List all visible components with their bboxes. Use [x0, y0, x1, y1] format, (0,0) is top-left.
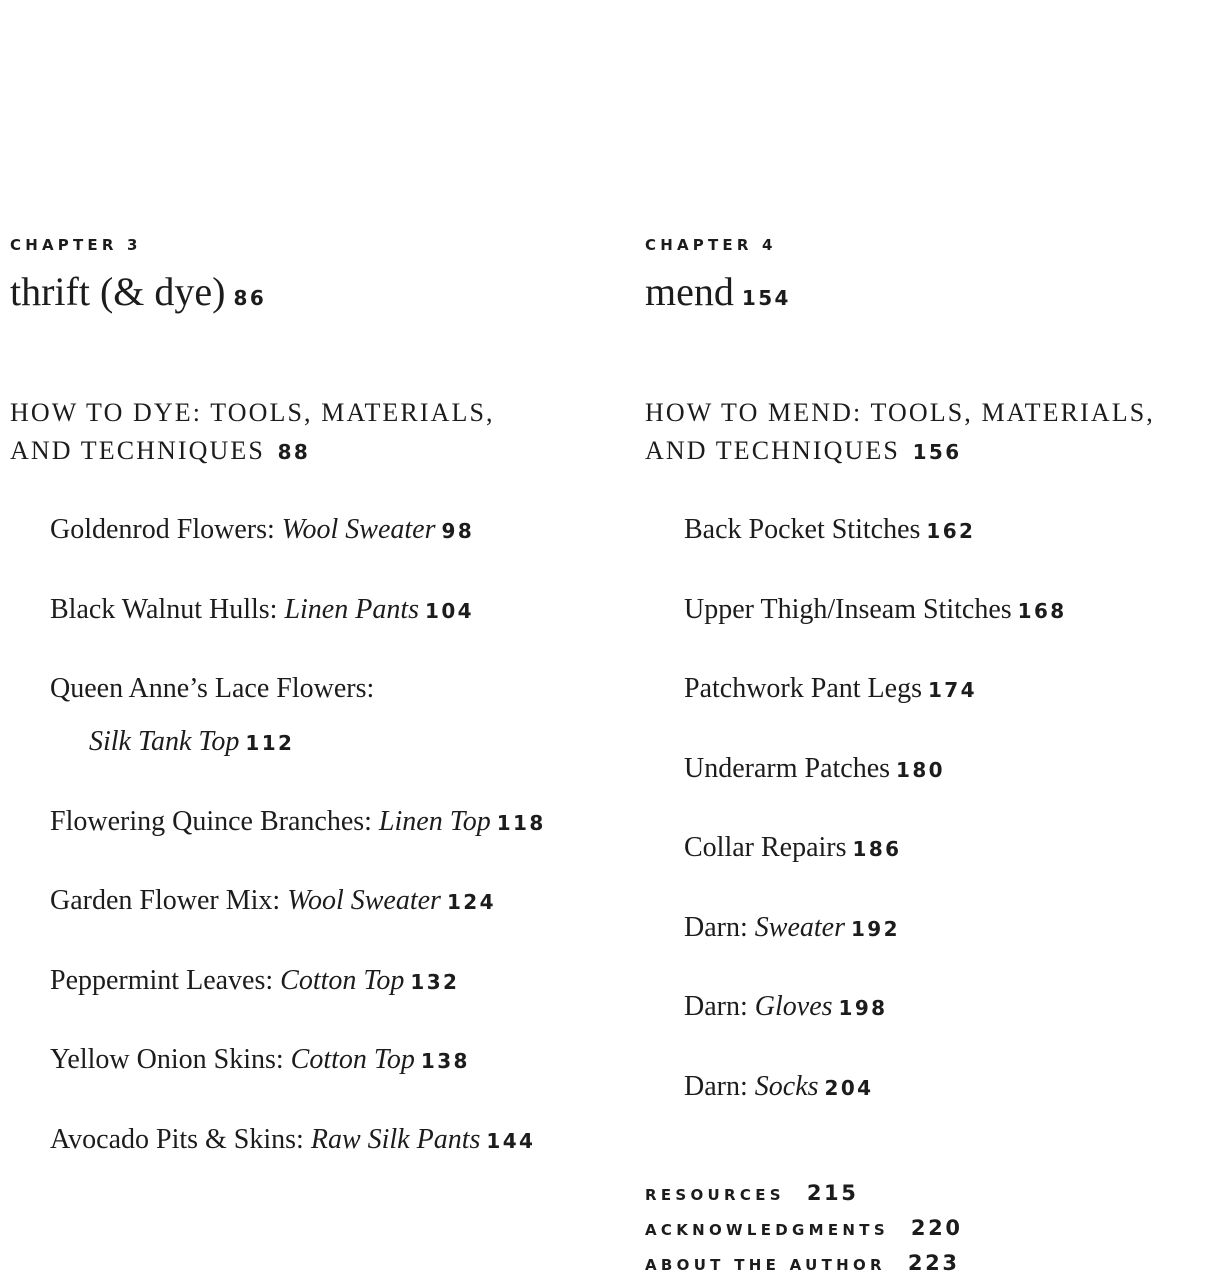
entry-text: Darn:	[684, 912, 755, 943]
toc-entry[interactable]	[684, 1069, 873, 1106]
backmatter-page: 215	[806, 1181, 859, 1205]
toc-entry[interactable]	[50, 963, 459, 1000]
toc-entry[interactable]	[50, 592, 474, 629]
entry-text: Darn:	[684, 991, 755, 1022]
toc-entry[interactable]	[50, 1042, 470, 1079]
entry-italic: Sweater	[754, 912, 845, 943]
entry-page: 98	[441, 519, 475, 543]
entry-text: Back Pocket Stitches	[684, 514, 921, 545]
entry-text: Goldenrod Flowers:	[50, 514, 282, 545]
toc-entry[interactable]	[50, 671, 374, 707]
entry-text: Garden Flower Mix:	[50, 885, 288, 916]
entry-italic: Linen Pants	[284, 594, 419, 625]
chapter-4-title-line	[645, 266, 791, 324]
backmatter-label: ACKNOWLEDGMENTS	[645, 1221, 889, 1239]
entry-text: Flowering Quince Branches:	[50, 806, 379, 837]
toc-entry[interactable]	[684, 910, 900, 947]
toc-entry[interactable]	[50, 512, 474, 549]
section-heading-text: AND TECHNIQUES	[645, 436, 900, 465]
chapter-4-title: mend	[645, 269, 734, 314]
entry-text: Underarm Patches	[684, 753, 891, 784]
chapter-4-section-heading	[645, 394, 1155, 471]
entry-italic: Raw Silk Pants	[310, 1124, 481, 1155]
toc-entry[interactable]	[50, 1122, 535, 1159]
entry-page: 198	[838, 996, 888, 1020]
entry-italic: Gloves	[754, 991, 833, 1022]
section-heading-line-1: HOW TO MEND: TOOLS, MATERIALS,	[645, 398, 1155, 427]
entry-page: 192	[850, 917, 900, 941]
entry-page: 118	[496, 811, 546, 835]
toc-entry[interactable]	[684, 751, 945, 788]
entry-text: Upper Thigh/Inseam Stitches	[684, 594, 1012, 625]
chapter-3-page: 86	[233, 286, 267, 310]
entry-italic: Socks	[754, 1071, 819, 1102]
entry-page: 104	[425, 599, 474, 623]
entry-page: 144	[486, 1129, 536, 1153]
section-heading-line-2	[645, 432, 1155, 471]
backmatter-label: RESOURCES	[645, 1186, 785, 1204]
backmatter-about-author[interactable]	[645, 1251, 960, 1275]
entry-text: Darn:	[684, 1071, 755, 1102]
chapter-3-title: thrift (& dye)	[10, 269, 226, 314]
chapter-4-label: CHAPTER 4	[645, 236, 777, 254]
section-page: 156	[912, 440, 962, 464]
toc-entry[interactable]	[684, 830, 901, 867]
backmatter-page: 223	[907, 1251, 960, 1275]
entry-text: Queen Anne’s Lace Flowers:	[50, 673, 375, 704]
chapter-3-column	[10, 0, 610, 1282]
section-heading-line-1: HOW TO DYE: TOOLS, MATERIALS,	[10, 398, 495, 427]
chapter-4-page: 154	[741, 286, 791, 310]
toc-entry[interactable]	[684, 671, 977, 708]
backmatter-resources[interactable]	[645, 1181, 858, 1205]
backmatter-acknowledgments[interactable]	[645, 1216, 963, 1240]
entry-page: 204	[824, 1076, 874, 1100]
entry-italic: Wool Sweater	[281, 514, 436, 545]
toc-entry[interactable]	[684, 512, 975, 549]
chapter-3-label: CHAPTER 3	[10, 236, 142, 254]
backmatter-label: ABOUT THE AUTHOR	[645, 1256, 886, 1274]
entry-page: 132	[410, 970, 460, 994]
section-page: 88	[277, 440, 311, 464]
entry-italic: Linen Top	[378, 806, 491, 837]
entry-page: 124	[446, 890, 496, 914]
toc-entry-continuation[interactable]	[89, 724, 294, 761]
chapter-4-column	[645, 0, 1205, 1282]
entry-italic: Cotton Top	[290, 1044, 415, 1075]
entry-italic: Cotton Top	[280, 965, 405, 996]
entry-text: Peppermint Leaves:	[50, 965, 281, 996]
toc-entry[interactable]	[684, 592, 1067, 629]
entry-italic: Wool Sweater	[287, 885, 441, 916]
entry-page: 186	[852, 837, 902, 861]
entry-text: Avocado Pits & Skins:	[50, 1124, 311, 1155]
toc-entry[interactable]	[684, 989, 887, 1026]
section-heading-line-2	[10, 432, 495, 471]
entry-page: 162	[926, 519, 976, 543]
entry-page: 180	[896, 758, 945, 782]
backmatter-page: 220	[910, 1216, 963, 1240]
toc-entry[interactable]	[50, 804, 546, 841]
entry-text: Black Walnut Hulls:	[50, 594, 285, 625]
entry-text: Collar Repairs	[684, 832, 847, 863]
entry-page: 138	[420, 1049, 470, 1073]
entry-italic: Silk Tank Top	[89, 726, 240, 757]
entry-page: 174	[927, 678, 977, 702]
section-heading-text: AND TECHNIQUES	[10, 436, 265, 465]
chapter-3-title-line	[10, 266, 266, 324]
entry-page: 168	[1017, 599, 1067, 623]
toc-entry[interactable]	[50, 883, 496, 920]
entry-text: Patchwork Pant Legs	[684, 673, 922, 704]
entry-page: 112	[245, 731, 295, 755]
chapter-3-section-heading	[10, 394, 495, 471]
entry-text: Yellow Onion Skins:	[50, 1044, 291, 1075]
